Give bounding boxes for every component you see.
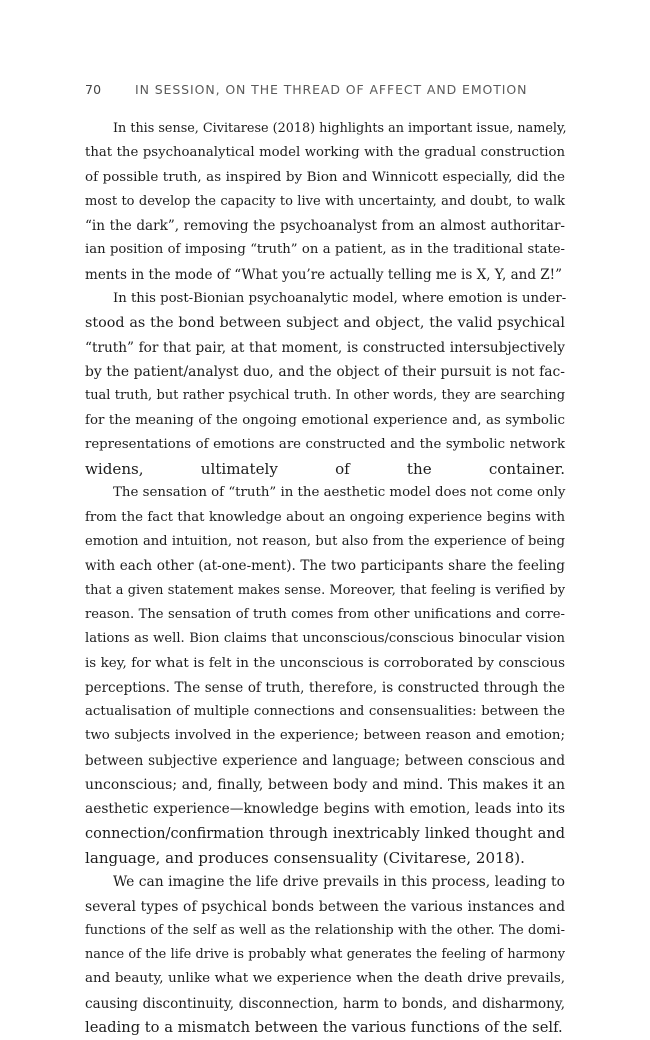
text-line: representations of emotions are constructed and the symbolic network [85,436,565,452]
text-line: We can imagine the life drive prevails in this process, leading to [113,874,565,891]
text-line: unconscious; and, finally, between body and mind. This makes it an [85,777,565,794]
text-line: for the meaning of the ongoing emotional experience and, as symbolic [85,412,565,428]
text-line: several types of psychical bonds between the various instances and [85,898,565,915]
text-line: of possible truth, as inspired by Bion and Winnicott especially, did the [85,169,565,185]
text-line: widens, ultimately of the container. [85,460,565,479]
running-title: IN SESSION, ON THE THREAD OF AFFECT AND EMOTION [134,82,528,97]
text-line: between subjective experience and language; between conscious and [85,752,565,769]
text-line: functions of the self as well as the relationship with the other. The domi- [85,922,565,938]
text-line: emotion and intuition, not reason, but also from the experience of being [85,534,565,550]
text-line: and beauty, unlike what we experience when the death drive prevails, [85,971,565,987]
text-line: two subjects involved in the experience; between reason and emotion; [85,728,565,744]
text-line: connection/confirmation through inextricably linked thought and [85,825,565,842]
text-line: In this sense, Civitarese (2018) highlights an important issue, namely, [113,121,567,136]
paragraph-3 [85,481,565,870]
text-line: that a given statement makes sense. Moreover, that feeling is verified by [85,582,565,598]
text-line: causing discontinuity, disconnection, harm to bonds, and disharmony, [85,995,565,1012]
text-line: nance of the life drive is probably what generates the feeling of harmony [85,947,565,963]
text-line: “in the dark”, removing the psychoanalyst from an almost authoritar- [85,218,565,235]
text-line: In this post-Bionian psychoanalytic model, where emotion is under- [113,291,567,307]
text-line: tual truth, but rather psychical truth. In other words, they are searching [85,388,565,404]
text-line: leading to a mismatch between the various functions of the self. [85,1018,563,1036]
text-line: by the patient/analyst duo, and the object of their pursuit is not fac- [85,363,565,380]
text-line: language, and produces consensuality (Civitarese, 2018). [85,848,525,867]
text-line: most to develop the capacity to live with uncertainty, and doubt, to walk [85,193,565,209]
text-line: perceptions. The sense of truth, therefore, is constructed through the [85,679,565,696]
text-line: ian position of imposing “truth” on a patient, as in the traditional state- [85,242,565,258]
text-line: The sensation of “truth” in the aesthetic model does not come only [113,485,566,501]
running-header [85,81,565,99]
text-line: stood as the bond between subject and object, the valid psychical [85,315,565,332]
paragraph-2 [85,287,565,481]
text-line: is key, for what is felt in the unconscious is corroborated by conscious [85,655,565,671]
text-line: from the fact that knowledge about an ongoing experience begins with [85,509,565,525]
text-line: ments in the mode of “What you’re actually telling me is X, Y, and Z!” [85,266,563,283]
text-line: that the psychoanalytical model working with the gradual construction [85,145,565,161]
text-line: lations as well. Bion claims that unconscious/conscious binocular vision [85,631,565,647]
text-line: “truth” for that pair, at that moment, is constructed intersubjectively [85,339,565,356]
text-line: actualisation of multiple connections and consensualities: between the [85,704,565,720]
paragraph-1 [85,117,565,287]
paragraph-4 [85,870,565,1040]
page-number: 70 [85,82,102,97]
text-line: reason. The sensation of truth comes from other unifications and corre- [85,606,565,622]
text-line: aesthetic experience—knowledge begins with emotion, leads into its [85,801,565,818]
body-text [85,117,565,1040]
text-line: with each other (at-one-ment). The two participants share the feeling [85,558,565,575]
